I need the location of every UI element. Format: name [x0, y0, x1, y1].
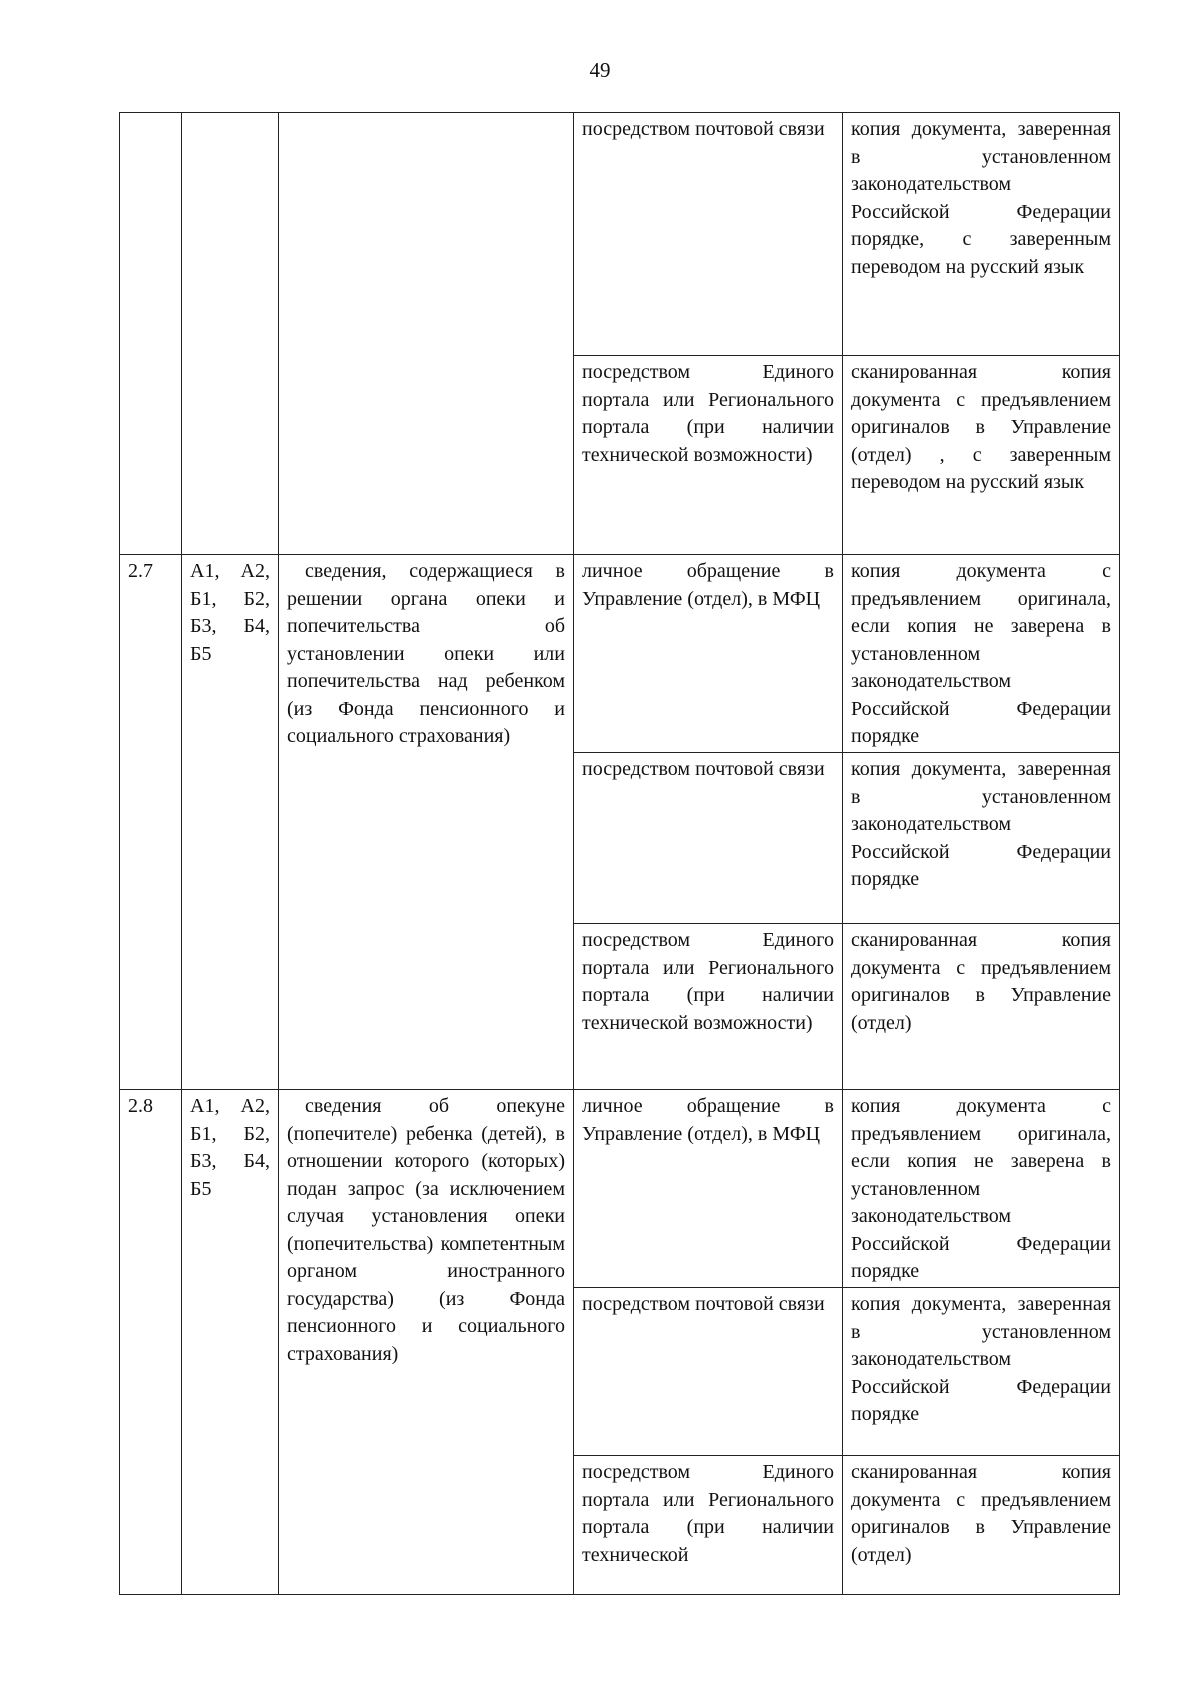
submission-method: посредством Единого портала или Регионального портала (при наличии технической возможности)	[574, 924, 843, 1090]
document-form: копия документа с предъявлением оригинала, если копия не заверена в установленном законодательством Российской Федерации порядке	[843, 1090, 1120, 1288]
row-number-cell	[120, 113, 182, 555]
document-form: копия документа, заверенная в установленном законодательством Российской Федерации порядке	[843, 1288, 1120, 1456]
submission-method: посредством почтовой связи	[574, 113, 843, 356]
table-row	[120, 113, 1120, 356]
document-form: копия документа с предъявлением оригинала, если копия не заверена в установленном законодательством Российской Федерации порядке	[843, 555, 1120, 753]
submission-method: личное обращение в Управление (отдел), в МФЦ	[574, 555, 843, 753]
row-number: 2.7	[120, 555, 182, 1090]
document-form: сканированная копия документа с предъявлением оригиналов в Управление (отдел) , с заверенным переводом на русский язык	[843, 356, 1120, 555]
applicant-codes: А1, А2, Б1, Б2, Б3, Б4, Б5	[182, 1090, 279, 1595]
codes-cell	[182, 113, 279, 555]
applicant-codes: А1, А2, Б1, Б2, Б3, Б4, Б5	[182, 555, 279, 1090]
submission-method: личное обращение в Управление (отдел), в МФЦ	[574, 1090, 843, 1288]
document-form: копия документа, заверенная в установленном законодательством Российской Федерации порядке	[843, 753, 1120, 924]
document-form: сканированная копия документа с предъявлением оригиналов в Управление (отдел)	[843, 1456, 1120, 1595]
submission-method: посредством Единого портала или Регионального портала (при наличии технической возможности)	[574, 356, 843, 555]
row-number: 2.8	[120, 1090, 182, 1595]
submission-method: посредством почтовой связи	[574, 753, 843, 924]
document-form: копия документа, заверенная в установленном законодательством Российской Федерации порядке, с заверенным переводом на русский язык	[843, 113, 1120, 356]
submission-method: посредством Единого портала или Регионального портала (при наличии технической	[574, 1456, 843, 1595]
table-row	[120, 1090, 1120, 1288]
document-description: сведения, содержащиеся в решении органа опеки и попечительства об установлении опеки или попечительства над ребенком (из Фонда пенсионного и социального страхования)	[279, 555, 574, 1090]
services-table	[119, 112, 1120, 1595]
page-number: 49	[589, 58, 611, 82]
description-cell	[279, 113, 574, 555]
table-row	[120, 555, 1120, 753]
document-description: сведения об опекуне (попечителе) ребенка (детей), в отношении которого (которых) подан запрос (за исключением случая установления опеки (попечительства) компетентным органом иностранного государства) (из Фонда пенсионного и социального страхования)	[279, 1090, 574, 1595]
submission-method: посредством почтовой связи	[574, 1288, 843, 1456]
document-form: сканированная копия документа с предъявлением оригиналов в Управление (отдел)	[843, 924, 1120, 1090]
